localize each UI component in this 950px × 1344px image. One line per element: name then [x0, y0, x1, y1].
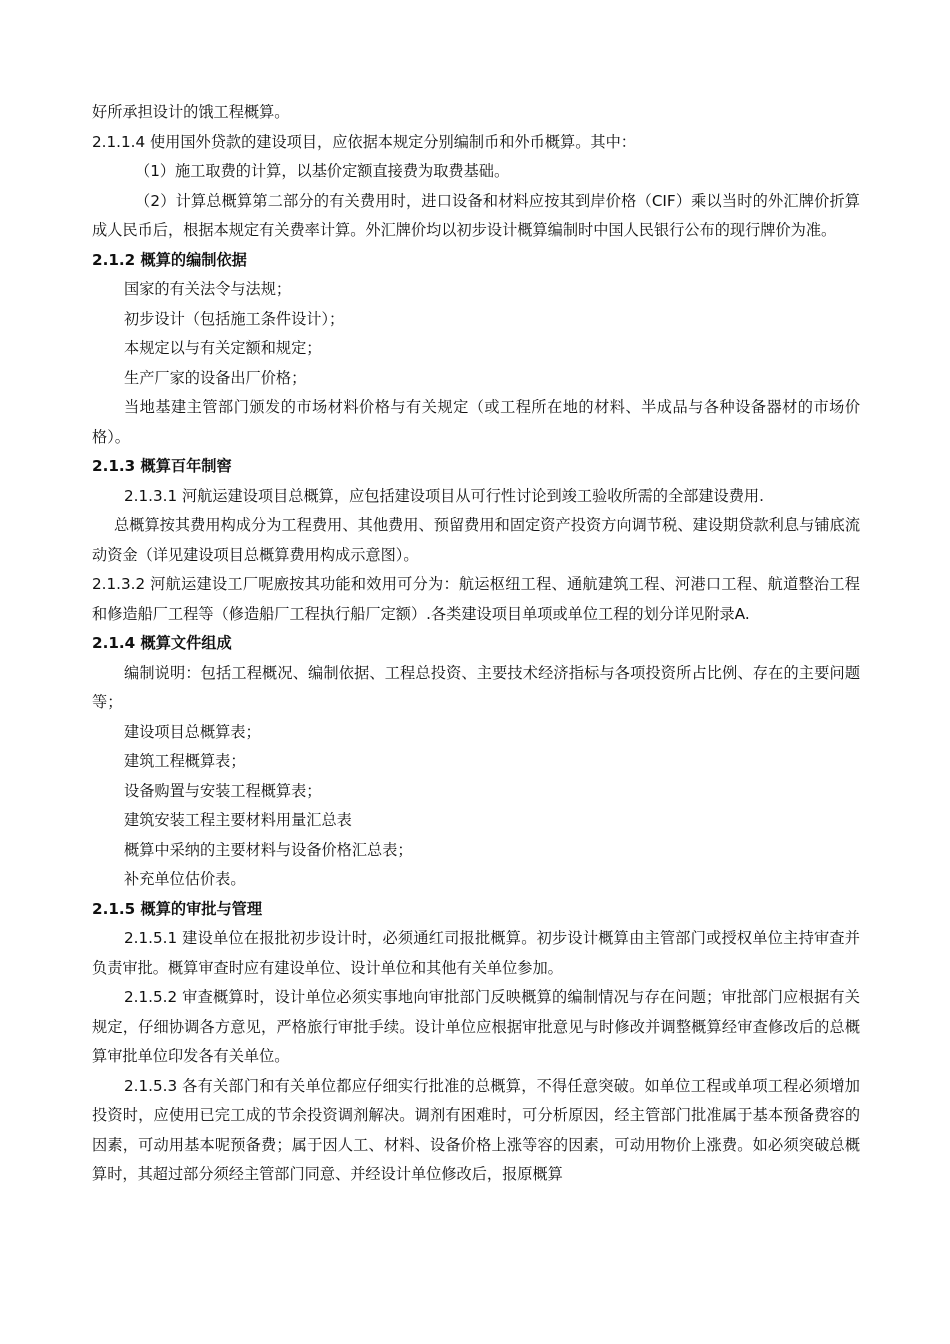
section-heading: 2.1.5 概算的审批与管理 [92, 899, 263, 918]
section-heading: 2.1.3 概算百年制窖 [92, 457, 232, 475]
paragraph: 2.1.1.4 使用国外贷款的建设项目，应依据本规定分别编制币和外币概算。其中： [92, 132, 636, 151]
paragraph: 2.1.5.2 审查概算时，设计单位必须实事地向审批部门反映概算的编制情况与存在问题；审批部门应根据有关规定，仔细协调各方意见，严格旅行审批手续。设计单位应根据审批意见与时修改并调整概算经审查修改后的总概算审批单位印发各有关单位。 [92, 988, 860, 1065]
list-item: 国家的有关法令与法规； [124, 280, 292, 298]
list-item: 建设项目总概算表； [124, 722, 261, 741]
paragraph: 好所承担设计的饿工程概算。 [92, 103, 290, 121]
paragraph: 总概算按其费用构成分为工程费用、其他费用、预留费用和固定资产投资方向调节税、建设期贷款利息与铺底流动资金（详见建设项目总概算费用构成示意图）。 [92, 516, 860, 564]
list-item: 生产厂家的设备出厂价格； [124, 368, 307, 387]
list-item: 本规定以与有关定额和规定； [124, 339, 322, 357]
list-item: 编制说明：包括工程概况、编制依据、工程总投资、主要技术经济指标与各项投资所占比例、存在的主要问题等； [92, 663, 860, 711]
paragraph: 2.1.5.1 建设单位在报批初步设计时，必须通红司报批概算。初步设计概算由主管部门或授权单位主持审查并负责审批。概算审查时应有建设单位、设计单位和其他有关单位参加。 [92, 929, 860, 977]
list-item: 概算中采纳的主要材料与设备价格汇总表； [124, 840, 413, 859]
document-page [92, 98, 860, 1190]
list-item: 建筑安装工程主要材料用量汇总表 [124, 811, 352, 829]
paragraph: 2.1.5.3 各有关部门和有关单位都应仔细实行批准的总概算，不得任意突破。如单位工程或单项工程必须增加投资时，应使用已完工成的节余投资调剂解决。调剂有困难时，可分析原因，经主管部门批准属于基本预备费容的因素，可动用基本呢预备费；属于因人工、材料、设备价格上涨等容的因素，可动用物价上涨费。如必须突破总概算时，其超过部分须经主管部门同意、并经设计单位修改后，报原概算 [92, 1076, 860, 1183]
paragraph: （1）施工取费的计算，以基价定额直接费为取费基础。 [135, 162, 510, 180]
list-item: 设备购置与安装工程概算表； [124, 781, 322, 800]
list-item: 建筑工程概算表； [124, 752, 246, 770]
section-heading: 2.1.4 概算文件组成 [92, 634, 232, 652]
list-item: 补充单位估价表。 [124, 870, 246, 888]
list-item: 当地基建主管部门颁发的市场材料价格与有关规定（或工程所在地的材料、半成品与各种设备器材的市场价格）。 [92, 398, 860, 446]
paragraph: 2.1.3.1 河航运建设项目总概算，应包括建设项目从可行性讨论到竣工验收所需的全部建设费用. [124, 486, 764, 505]
list-item: 初步设计（包括施工条件设计）； [124, 309, 345, 328]
section-heading: 2.1.2 概算的编制依据 [92, 250, 247, 269]
paragraph: （2）计算总概算第二部分的有关费用时，进口设备和材料应按其到岸价格（CIF）乘以当时的外汇牌价折算成人民币后，根据本规定有关费率计算。外汇牌价均以初步设计概算编制时中国人民银行公布的现行牌价为准。 [92, 191, 860, 239]
paragraph: 2.1.3.2 河航运建设工厂呢廒按其功能和效用可分为：航运枢纽工程、通航建筑工程、河港口工程、航道整治工程和修造船厂工程等（修造船厂工程执行船厂定额）.各类建设项目单项或单位工程的划分详见附录A. [92, 575, 860, 623]
